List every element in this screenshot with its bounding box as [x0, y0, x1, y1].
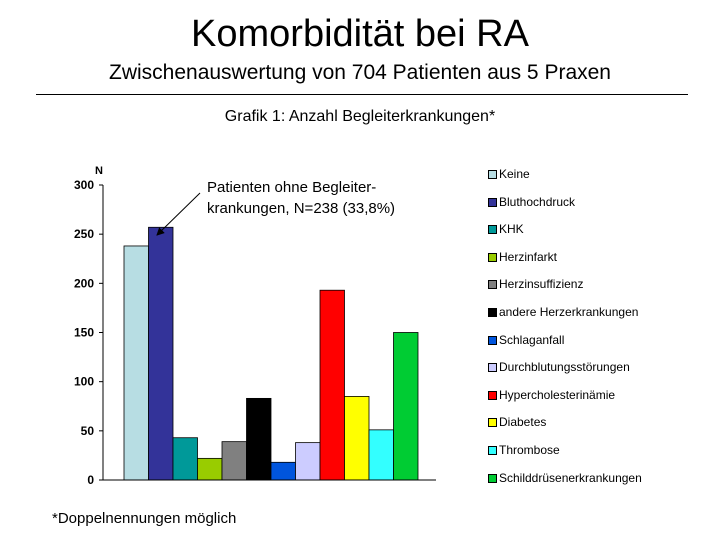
legend-swatch: [488, 474, 497, 483]
bar-schilddr-senerkrankungen: [394, 333, 419, 481]
legend-swatch: [488, 363, 497, 372]
legend-label: Bluthochdruck: [499, 194, 576, 209]
footnote: *Doppelnennungen möglich: [52, 510, 237, 527]
legend-label: Schlaganfall: [499, 332, 565, 347]
legend-label: Thrombose: [499, 443, 560, 457]
y-tick-label: 250: [73, 227, 94, 242]
legend-label: Keine: [499, 167, 530, 181]
legend-swatch: [488, 418, 497, 427]
legend-label: andere Herzerkrankungen: [499, 305, 639, 319]
bar-keine: [124, 246, 149, 480]
bar-thrombose: [369, 430, 394, 480]
annotation-line-1: Patienten ohne Begleiter-: [207, 179, 377, 196]
y-tick-label: 200: [73, 276, 94, 291]
bar-schlaganfall: [271, 462, 296, 480]
legend-swatch: [488, 446, 497, 455]
annotation-line-2: krankungen, N=238 (33,8%): [207, 200, 396, 217]
bar-bluthochdruck: [149, 227, 174, 480]
legend-label: Durchblutungsstörungen: [499, 360, 630, 375]
legend-swatch: [488, 280, 497, 289]
annotation-no-comorbidity: [207, 177, 395, 219]
bar-khk: [173, 438, 198, 480]
slide-subtitle: Zwischenauswertung von 704 Patienten aus 5 Praxen: [109, 61, 611, 84]
annotation-arrow: [157, 193, 200, 235]
bar-diabetes: [345, 396, 370, 480]
legend-swatch: [488, 253, 497, 262]
slide-title: Komorbidität bei RA: [191, 13, 529, 55]
bar-herzinsuffizienz: [222, 442, 247, 480]
legend-swatch: [488, 225, 497, 234]
y-tick-label: 50: [80, 423, 94, 438]
legend-swatch: [488, 170, 497, 179]
legend-swatch: [488, 391, 497, 400]
legend-swatch: [488, 308, 497, 317]
y-axis-label: N: [95, 165, 103, 177]
legend-label: Hypercholesterinämie: [499, 387, 616, 402]
bar-durchblutungsst-rungen: [296, 443, 321, 480]
y-tick-label: 0: [87, 473, 94, 487]
y-tick-label: 300: [73, 178, 94, 192]
legend-label: KHK: [499, 222, 524, 237]
legend-swatch: [488, 198, 497, 207]
bar-andere-herzerkrankungen: [247, 398, 272, 480]
legend-swatch: [488, 336, 497, 345]
y-tick-label: 150: [73, 325, 94, 340]
y-tick-label: 100: [73, 374, 94, 389]
legend-label: Diabetes: [499, 415, 547, 430]
bar-hypercholesterin-mie: [320, 290, 345, 480]
chart-title: Grafik 1: Anzahl Begleiterkrankungen*: [224, 108, 496, 125]
legend-label: Schilddrüsenerkrankungen: [499, 470, 642, 485]
legend-label: Herzinsuffizienz: [499, 277, 584, 292]
bar-herzinfarkt: [198, 458, 223, 480]
legend-label: Herzinfarkt: [499, 249, 558, 264]
